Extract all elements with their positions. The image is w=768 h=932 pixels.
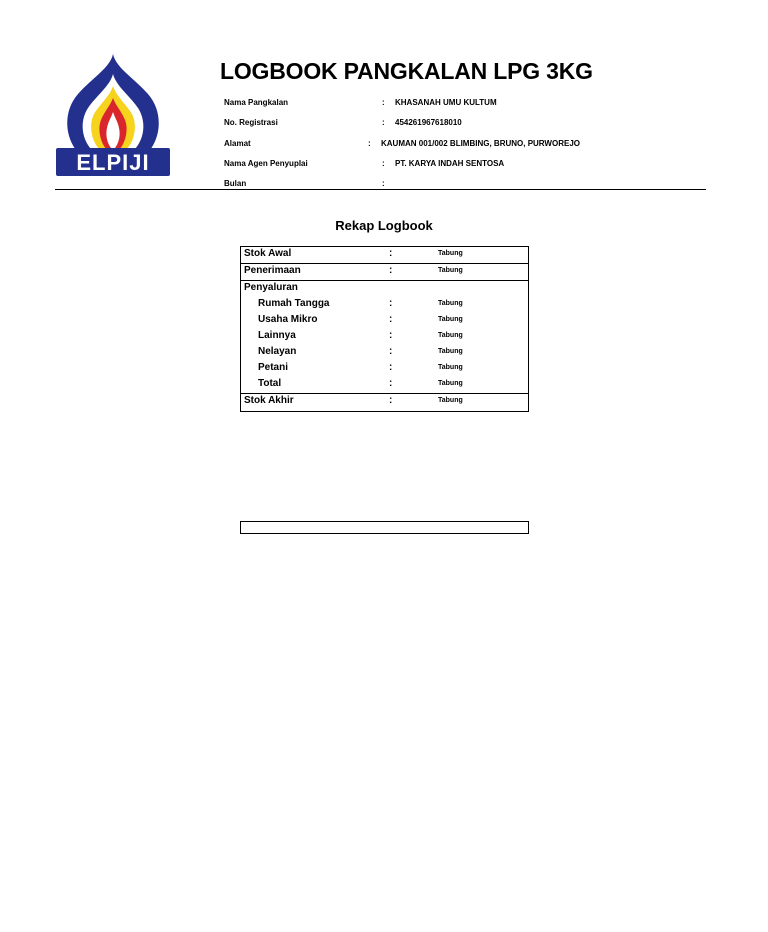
logo-text: ELPIJI [76,150,150,175]
recap-unit: Tabung [438,364,463,371]
recap-unit: Tabung [438,348,463,355]
elpiji-logo [52,52,174,182]
recap-unit: Tabung [438,316,463,323]
info-value: PT. KARYA INDAH SENTOSA [395,159,505,168]
elpiji-flame-icon [67,54,159,150]
info-row-alamat [224,139,704,153]
recap-label: Stok Awal [244,248,292,259]
recap-unit: Tabung [438,332,463,339]
recap-colon: : [389,395,393,406]
info-value: KAUMAN 001/002 BLIMBING, BRUNO, PURWOREJO [381,139,580,148]
recap-row-lainnya [241,329,528,345]
recap-row-nelayan [241,345,528,361]
info-label: Alamat [224,139,251,148]
recap-label: Petani [258,362,289,373]
info-row-nama-agen [224,159,704,173]
recap-title: Rekap Logbook [335,218,433,233]
recap-colon: : [389,298,393,309]
recap-row-stok-akhir [241,393,528,411]
recap-label: Lainnya [258,330,296,341]
recap-colon: : [389,378,393,389]
recap-unit: Tabung [438,250,463,257]
recap-unit: Tabung [438,300,463,307]
recap-table [240,246,529,412]
header-divider [55,189,706,190]
info-row-nama-pangkalan [224,98,704,112]
info-colon: : [368,139,371,148]
recap-colon: : [389,314,393,325]
recap-colon: : [389,330,393,341]
recap-colon: : [389,265,393,276]
info-value: KHASANAH UMU KULTUM [395,98,497,107]
info-label: No. Registrasi [224,118,278,127]
recap-unit: Tabung [438,397,463,404]
info-label: Nama Agen Penyuplai [224,159,308,168]
recap-row-total [241,377,528,393]
recap-row-usaha-mikro [241,313,528,329]
info-colon: : [382,179,385,188]
recap-unit: Tabung [438,380,463,387]
page-title: LOGBOOK PANGKALAN LPG 3KG [220,58,593,84]
recap-label: Rumah Tangga [258,298,330,309]
info-value: 454261967618010 [395,118,462,127]
empty-box [240,521,529,534]
recap-label: Penerimaan [244,265,301,276]
recap-label: Penyaluran [244,282,298,293]
info-label: Bulan [224,179,247,188]
recap-colon: : [389,362,393,373]
recap-row-rumah-tangga [241,297,528,313]
info-label: Nama Pangkalan [224,98,289,107]
recap-label: Usaha Mikro [258,314,318,325]
recap-row-petani [241,361,528,377]
info-colon: : [382,98,385,107]
recap-unit: Tabung [438,267,463,274]
recap-colon: : [389,346,393,357]
info-row-no-registrasi [224,118,704,132]
recap-label: Stok Akhir [244,395,294,406]
recap-label: Nelayan [258,346,297,357]
recap-row-penyaluran [241,280,528,297]
info-colon: : [382,159,385,168]
info-colon: : [382,118,385,127]
recap-colon: : [389,248,393,259]
info-row-bulan [224,179,704,193]
recap-row-stok-awal [241,247,528,263]
recap-label: Total [258,378,282,389]
recap-row-penerimaan [241,263,528,280]
